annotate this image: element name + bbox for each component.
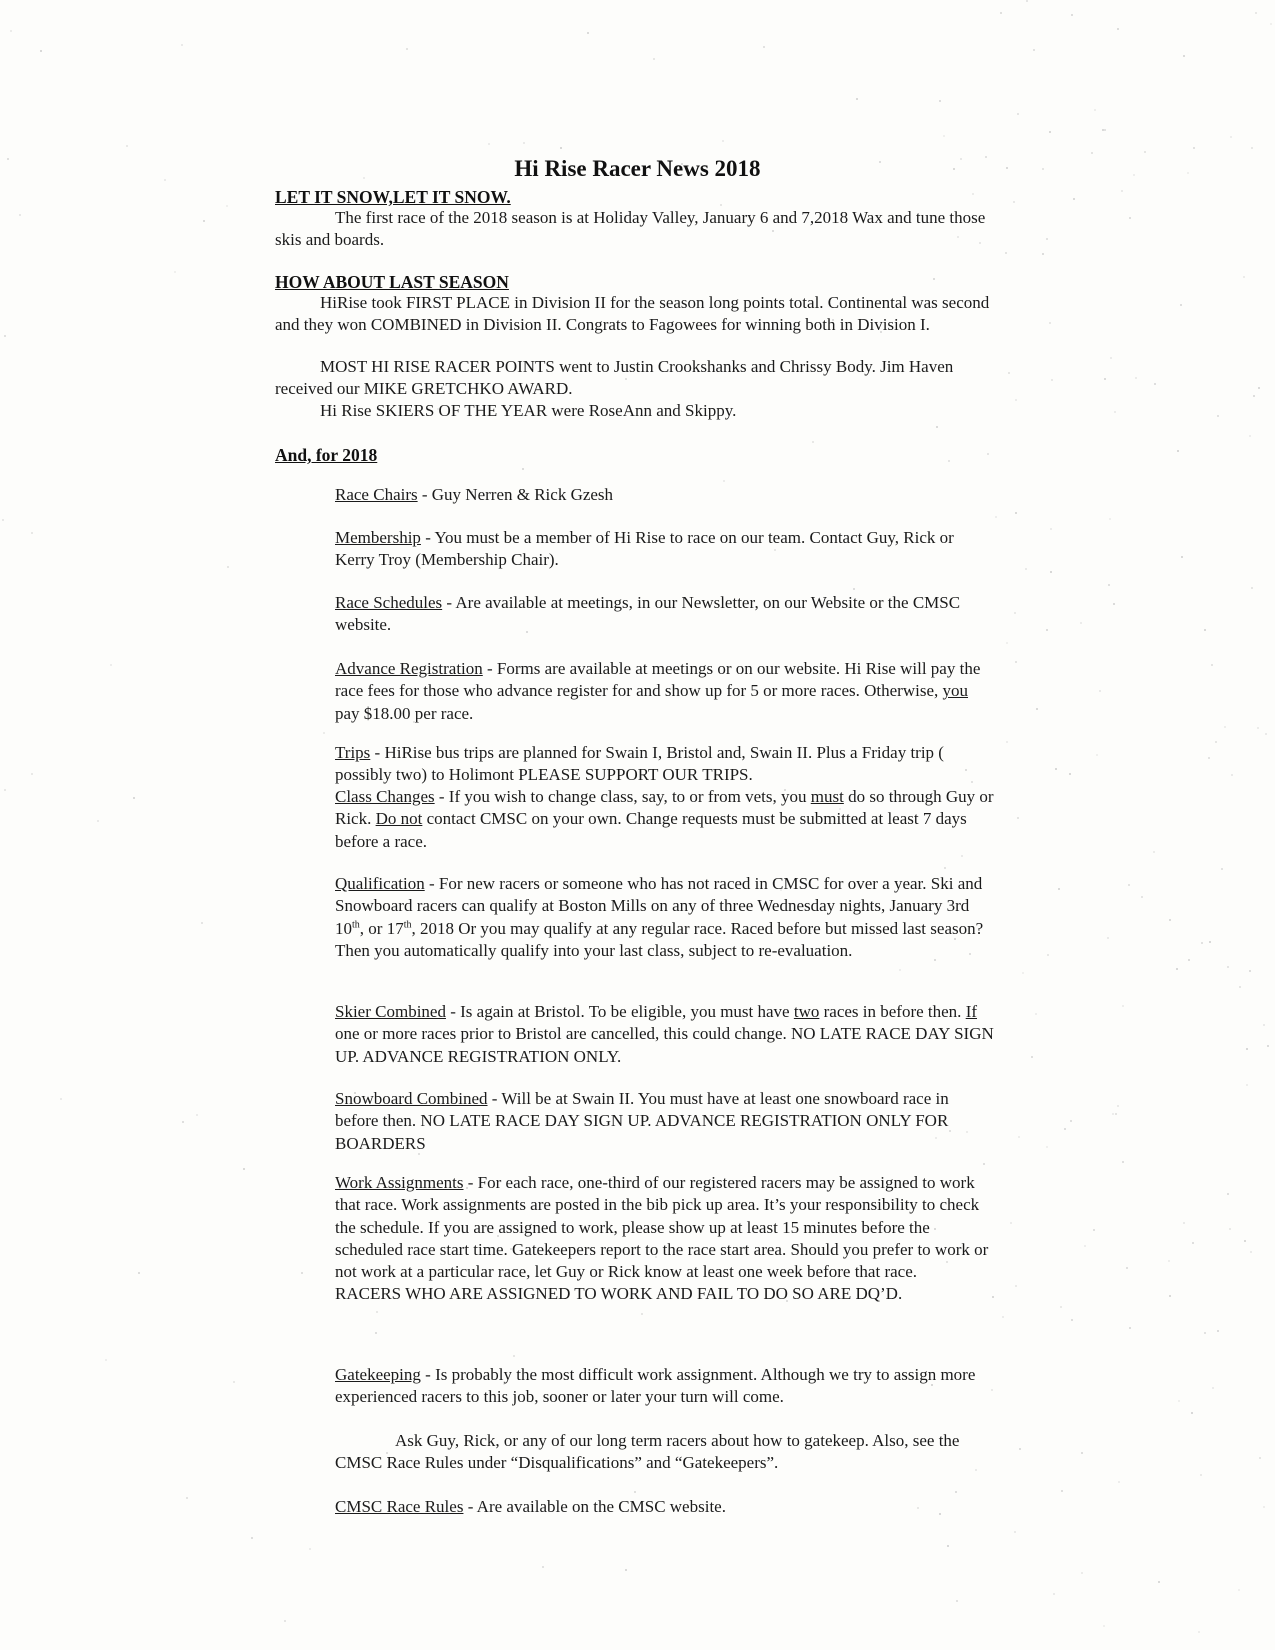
- item-work-assignments: [335, 1172, 995, 1306]
- scan-speck: [1255, 12, 1257, 14]
- scan-speck: [522, 468, 524, 470]
- scan-speck: [1018, 1136, 1020, 1138]
- scan-speck: [1094, 109, 1096, 111]
- scan-speck: [1031, 1056, 1033, 1058]
- scan-speck: [1026, 0, 1028, 2]
- scan-speck: [587, 32, 589, 34]
- scan-speck: [947, 1545, 949, 1547]
- scan-speck: [542, 1566, 544, 1568]
- scan-speck: [1006, 642, 1008, 644]
- scan-speck: [284, 1620, 286, 1622]
- scan-speck: [1229, 1228, 1231, 1230]
- scan-speck: [60, 1098, 62, 1100]
- class-changes-must: must: [810, 787, 844, 806]
- scan-speck: [1217, 1330, 1219, 1332]
- scan-speck: [227, 566, 229, 568]
- qualification-label: Qualification: [335, 874, 425, 893]
- cmsc-rules-label: CMSC Race Rules: [335, 1497, 464, 1516]
- scan-speck: [1191, 1412, 1193, 1414]
- race-chairs-label: Race Chairs: [335, 485, 418, 504]
- snowboard-combined-label: Snowboard Combined: [335, 1089, 488, 1108]
- scan-speck: [634, 1491, 636, 1493]
- scan-speck: [488, 143, 490, 145]
- scan-speck: [763, 46, 765, 48]
- scan-speck: [961, 855, 963, 857]
- scan-speck: [376, 1311, 378, 1313]
- scan-speck: [1084, 1245, 1086, 1247]
- scan-speck: [1014, 612, 1016, 614]
- scan-speck: [641, 1313, 643, 1315]
- scan-speck: [1015, 661, 1017, 663]
- scan-speck: [1263, 1024, 1265, 1026]
- scan-speck: [1015, 512, 1017, 514]
- advance-registration-label: Advance Registration: [335, 659, 483, 678]
- item-race-schedules: [335, 592, 995, 637]
- scan-speck: [1055, 768, 1057, 770]
- scan-speck: [1257, 727, 1259, 729]
- qualification-superscript-1: th: [352, 918, 360, 930]
- work-assignments-warning: RACERS WHO ARE ASSIGNED TO WORK AND FAIL TO DO SO ARE DQ’D.: [335, 1284, 903, 1304]
- scan-speck: [1046, 629, 1048, 631]
- scan-speck: [956, 1600, 958, 1602]
- scan-speck: [1049, 131, 1051, 133]
- scan-speck: [1129, 217, 1131, 219]
- scan-speck: [560, 147, 562, 149]
- scan-speck: [987, 453, 989, 455]
- scan-speck: [243, 1168, 245, 1170]
- scan-speck: [1204, 629, 1206, 631]
- scan-speck: [1251, 587, 1253, 589]
- scan-speck: [1263, 1506, 1265, 1508]
- scan-speck: [1015, 1285, 1017, 1287]
- scan-speck: [1042, 253, 1044, 255]
- scan-speck: [1035, 1013, 1037, 1015]
- scan-speck: [182, 1121, 184, 1123]
- scan-speck: [1212, 1387, 1214, 1389]
- gatekeep-note-text: Ask Guy, Rick, or any of our long term racers about how to gatekeep. Also, see the CMSC Race Rules under “Disqualifications” and “Gatekeepers”.: [335, 1431, 960, 1473]
- scan-speck: [97, 820, 99, 822]
- scan-speck: [133, 797, 135, 799]
- scan-speck: [625, 1569, 627, 1571]
- scan-speck: [1051, 379, 1053, 381]
- scan-speck: [1017, 113, 1019, 115]
- scan-speck: [1192, 1242, 1194, 1244]
- item-snowboard-combined: [335, 1088, 995, 1155]
- race-chairs-text: - Guy Nerren & Rick Gzesh: [417, 485, 614, 504]
- scan-speck: [1169, 1295, 1171, 1297]
- scan-speck: [513, 1355, 515, 1357]
- scan-speck: [853, 588, 855, 590]
- scan-speck: [720, 204, 722, 206]
- paragraph-division-results: [275, 292, 995, 337]
- scan-speck: [1036, 708, 1038, 710]
- scan-speck: [1081, 1572, 1083, 1574]
- class-changes-do-not: Do not: [375, 809, 423, 829]
- paragraph-racer-points: [275, 356, 995, 401]
- scan-speck: [1005, 252, 1007, 254]
- heading-for-2018: And, for 2018: [275, 445, 378, 465]
- heading-let-it-snow: LET IT SNOW,LET IT SNOW.: [275, 187, 511, 207]
- scan-speck: [406, 48, 408, 50]
- scan-speck: [251, 1537, 253, 1539]
- skier-combined-two: two: [793, 1002, 820, 1021]
- scan-speck: [110, 664, 112, 666]
- scan-speck: [1033, 49, 1035, 51]
- scan-speck: [1183, 55, 1185, 57]
- scan-speck: [1188, 959, 1190, 961]
- scan-speck: [1069, 773, 1071, 775]
- scan-speck: [1093, 1229, 1095, 1231]
- scan-speck: [1014, 1531, 1016, 1533]
- scan-speck: [1103, 1625, 1105, 1627]
- scan-speck: [1217, 415, 1219, 417]
- scan-speck: [1168, 1260, 1170, 1262]
- division-results-text: HiRise took FIRST PLACE in Division II for the season long points total. Continental was second and they won COMBINED in Division II. Congrats to Fagowees for winning both in Division I.: [275, 293, 990, 335]
- scan-speck: [1115, 1113, 1117, 1115]
- scan-speck: [856, 98, 858, 100]
- scan-speck: [1013, 201, 1015, 203]
- scan-speck: [1046, 1146, 1048, 1148]
- scan-speck: [1061, 1490, 1063, 1492]
- scan-speck: [1178, 1400, 1180, 1402]
- scan-speck: [31, 773, 33, 775]
- scan-speck: [1169, 919, 1171, 921]
- item-membership: [335, 527, 995, 572]
- scan-speck: [1135, 377, 1137, 379]
- item-gatekeeping: [335, 1364, 995, 1409]
- scan-speck: [1227, 1193, 1229, 1195]
- skier-combined-label: Skier Combined: [335, 1002, 446, 1021]
- item-trips: [335, 742, 995, 787]
- scan-speck: [1249, 435, 1251, 437]
- skier-combined-text-c: one or more races prior to Bristol are cancelled, this could change. NO LATE RACE DAY SIGN UP. ADVANCE REGISTRATION ONLY.: [335, 1024, 994, 1066]
- scan-speck: [1122, 1161, 1124, 1163]
- scan-speck: [1181, 556, 1183, 558]
- scan-speck: [1002, 1316, 1004, 1318]
- scan-speck: [1117, 1105, 1119, 1107]
- scan-speck: [138, 1272, 140, 1274]
- scan-speck: [1008, 372, 1010, 374]
- gatekeeping-label: Gatekeeping: [335, 1365, 421, 1384]
- scan-speck: [1246, 1048, 1248, 1050]
- scan-speck: [1006, 741, 1008, 743]
- scan-speck: [1129, 1327, 1131, 1329]
- scan-speck: [1073, 198, 1075, 200]
- work-assignments-text: - For each race, one-third of our registered racers may be assigned to work that race. Work assignments are posted in the bib pick up area. It’s your responsibility to check the schedule. If you are assigned to work, please show up at least 15 minutes before the scheduled race start time. Gatekeepers report to the race start area. Should you prefer to work or not work at a particular race, let Guy or Rick know at least one week before that race.: [335, 1173, 989, 1282]
- scan-speck: [1176, 968, 1178, 970]
- scan-speck: [1025, 568, 1027, 570]
- scan-speck: [995, 516, 997, 518]
- scan-speck: [1017, 817, 1019, 819]
- item-advance-registration: [335, 658, 995, 725]
- scan-speck: [1122, 1005, 1124, 1007]
- scan-speck: [174, 271, 176, 273]
- scan-speck: [186, 1497, 188, 1499]
- scan-speck: [1070, 1120, 1072, 1122]
- scan-speck: [1117, 28, 1119, 30]
- scan-speck: [812, 441, 814, 443]
- scan-speck: [933, 278, 935, 280]
- scan-speck: [201, 922, 203, 924]
- scan-speck: [2, 519, 4, 521]
- item-skier-combined: [335, 1001, 995, 1068]
- scan-speck: [233, 1381, 235, 1383]
- item-class-changes: [335, 786, 995, 853]
- race-schedules-text: - Are available at meetings, in our Newsletter, on our Website or the CMSC website.: [335, 593, 961, 635]
- scan-speck: [1049, 322, 1051, 324]
- scan-speck: [1158, 1581, 1160, 1583]
- scan-speck: [1050, 571, 1052, 573]
- scan-speck: [1253, 395, 1255, 397]
- scan-speck: [1091, 152, 1093, 154]
- scan-speck: [1015, 399, 1017, 401]
- scan-speck: [936, 426, 938, 428]
- scan-speck: [1198, 1631, 1200, 1633]
- scan-speck: [1099, 690, 1101, 692]
- scan-speck: [723, 480, 725, 482]
- work-assignments-label: Work Assignments: [335, 1173, 464, 1192]
- scan-speck: [523, 142, 525, 144]
- snowboard-combined-text: - Will be at Swain II. You must have at least one snowboard race in before then. NO LATE RACE DAY SIGN UP. ADVANCE REGISTRATION ONLY FOR BOARDERS: [335, 1089, 949, 1153]
- qualification-text-c: , 2018 Or you may qualify at any regular race. Raced before but missed last season? Then you automatically qualify into your last class, subject to re-evaluation.: [335, 918, 984, 960]
- scan-speck: [1243, 276, 1245, 278]
- scan-speck: [1110, 357, 1112, 359]
- scan-speck: [1238, 1589, 1240, 1591]
- advance-registration-text-b: pay $18.00 per race.: [335, 703, 474, 723]
- scan-speck: [1201, 942, 1203, 944]
- scan-speck: [1064, 1128, 1066, 1130]
- scan-speck: [1128, 884, 1130, 886]
- class-changes-text-a: - If you wish to change class, say, to or from vets, you: [434, 787, 811, 806]
- scan-speck: [1215, 741, 1217, 743]
- scan-speck: [1060, 1306, 1062, 1308]
- scan-speck: [1259, 1457, 1261, 1459]
- scan-speck: [983, 1163, 985, 1165]
- scan-speck: [1010, 1222, 1012, 1224]
- scan-speck: [1267, 1045, 1269, 1047]
- scan-speck: [1211, 664, 1213, 666]
- scan-speck: [1209, 941, 1211, 943]
- scan-speck: [1230, 136, 1232, 138]
- scan-speck: [1046, 238, 1048, 240]
- scan-speck: [1183, 1222, 1185, 1224]
- scan-speck: [1246, 1084, 1248, 1086]
- trips-text: - HiRise bus trips are planned for Swain I, Bristol and, Swain II. Plus a Friday trip ( possibly two) to Holimont PLEASE SUPPORT OUR TRIPS.: [335, 743, 944, 785]
- scan-speck: [1144, 151, 1146, 153]
- scan-speck: [1208, 757, 1210, 759]
- scan-speck: [1071, 14, 1073, 16]
- scan-speck: [1270, 23, 1272, 25]
- advance-registration-you: you: [942, 681, 969, 701]
- scan-speck: [105, 1359, 107, 1361]
- scan-speck: [722, 140, 724, 142]
- scan-speck: [1080, 622, 1082, 624]
- scan-speck: [1153, 851, 1155, 853]
- scan-speck: [1224, 726, 1226, 728]
- heading-last-season: HOW ABOUT LAST SEASON: [275, 272, 509, 292]
- qualification-text-a: - For new racers or someone who has not raced in CMSC for over a year. Ski and Snowboard racers can qualify at Boston Mills on any of three Wednesday nights, January 3rd 10: [335, 874, 983, 938]
- scan-speck: [1047, 954, 1049, 956]
- scan-speck: [948, 460, 950, 462]
- skiers-of-year-text: Hi Rise SKIERS OF THE YEAR were RoseAnn and Skippy.: [320, 401, 737, 420]
- scan-speck: [1141, 896, 1143, 898]
- item-cmsc-rules: [335, 1496, 995, 1518]
- scan-speck: [301, 1272, 303, 1274]
- race-schedules-label: Race Schedules: [335, 593, 443, 612]
- first-race-text: The first race of the 2018 season is at Holiday Valley, January 6 and 7,2018 Wax and tune those skis and boards.: [275, 208, 986, 250]
- scan-speck: [1154, 383, 1156, 385]
- scan-speck: [1204, 1332, 1206, 1334]
- page-title: Hi Rise Racer News 2018: [514, 156, 761, 182]
- scan-speck: [1251, 147, 1253, 149]
- paragraph-skiers-of-year: [275, 400, 995, 422]
- scan-speck: [943, 135, 945, 137]
- class-changes-text-c: contact CMSC on your own. Change requests must be submitted at least 7 days before a race.: [335, 809, 967, 851]
- scan-speck: [375, 1332, 377, 1334]
- scan-speck: [1244, 1240, 1246, 1242]
- scan-speck: [4, 335, 6, 337]
- scan-speck: [40, 50, 42, 52]
- scan-speck: [1000, 12, 1002, 14]
- scan-speck: [10, 30, 12, 32]
- scan-speck: [1193, 147, 1195, 149]
- scan-speck: [1114, 411, 1116, 413]
- scan-speck: [1231, 774, 1233, 776]
- cmsc-rules-text: - Are available on the CMSC website.: [463, 1497, 726, 1516]
- scan-speck: [1022, 972, 1024, 974]
- scan-speck: [1019, 1448, 1021, 1450]
- scan-speck: [1053, 1593, 1055, 1595]
- scan-speck: [1058, 888, 1060, 890]
- scan-speck: [1081, 1452, 1083, 1454]
- scan-speck: [1050, 528, 1052, 530]
- scan-speck: [1109, 518, 1111, 520]
- scan-speck: [1121, 190, 1123, 192]
- scan-speck: [653, 58, 655, 60]
- scan-speck: [323, 732, 325, 734]
- paragraph-first-race: [275, 207, 995, 252]
- scan-speck: [203, 220, 205, 222]
- membership-label: Membership: [335, 528, 421, 547]
- scan-speck: [972, 193, 974, 195]
- scan-speck: [1177, 450, 1179, 452]
- racer-points-text: MOST HI RISE RACER POINTS went to Justin Crookshanks and Chrissy Body. Jim Haven received our MIKE GRETCHKO AWARD.: [275, 357, 954, 399]
- scan-speck: [1096, 754, 1098, 756]
- scan-speck: [1227, 966, 1229, 968]
- scan-speck: [955, 1491, 957, 1493]
- scan-speck: [1258, 387, 1260, 389]
- scan-speck: [1104, 129, 1106, 131]
- scan-speck: [1250, 1251, 1252, 1253]
- scan-speck: [939, 100, 941, 102]
- skier-combined-text-a: - Is again at Bristol. To be eligible, you must have: [445, 1002, 794, 1021]
- scan-speck: [126, 145, 128, 147]
- scan-speck: [1239, 986, 1241, 988]
- skier-combined-if: If: [965, 1002, 978, 1021]
- scan-speck: [899, 969, 901, 971]
- scan-speck: [1112, 1113, 1114, 1115]
- paragraph-gatekeep-note: [335, 1430, 995, 1475]
- scan-speck: [1108, 584, 1110, 586]
- scan-speck: [4, 789, 6, 791]
- scan-speck: [181, 44, 183, 46]
- scan-speck: [196, 1114, 198, 1116]
- scan-speck: [226, 205, 228, 207]
- scan-speck: [1221, 868, 1223, 870]
- item-qualification: [335, 873, 995, 962]
- scan-speck: [1107, 937, 1109, 939]
- scan-speck: [1071, 1319, 1073, 1321]
- scan-speck: [19, 214, 21, 216]
- gatekeeping-text: - Is probably the most difficult work assignment. Although we try to assign more experienced racers to this job, sooner or later your turn will come.: [335, 1365, 976, 1407]
- scan-speck: [1200, 1474, 1202, 1476]
- item-race-chairs: [335, 484, 995, 506]
- trips-label: Trips: [335, 743, 371, 762]
- class-changes-label: Class Changes: [335, 787, 435, 806]
- scan-speck: [1113, 603, 1115, 605]
- scan-speck: [31, 532, 33, 534]
- scan-speck: [309, 1548, 311, 1550]
- scan-speck: [1104, 378, 1106, 380]
- advance-registration-text-a: - Forms are available at meetings or on our website. Hi Rise will pay the race fees for those who advance register for and show up for 5 or more races. Otherwise,: [335, 659, 981, 701]
- scan-speck: [1265, 733, 1267, 735]
- scan-speck: [1118, 1481, 1120, 1483]
- qualification-text-b: , or 17: [359, 918, 404, 938]
- membership-text: - You must be a member of Hi Rise to race on our team. Contact Guy, Rick or Kerry Troy (Membership Chair).: [335, 528, 954, 570]
- scan-speck: [1180, 304, 1182, 306]
- class-changes-text-b: do so through Guy or Rick.: [335, 787, 994, 829]
- qualification-superscript-2: th: [403, 918, 412, 930]
- scan-speck: [944, 867, 946, 869]
- scan-speck: [1249, 970, 1251, 972]
- skier-combined-text-b: races in before then.: [819, 1002, 966, 1021]
- scan-speck: [1126, 1267, 1128, 1269]
